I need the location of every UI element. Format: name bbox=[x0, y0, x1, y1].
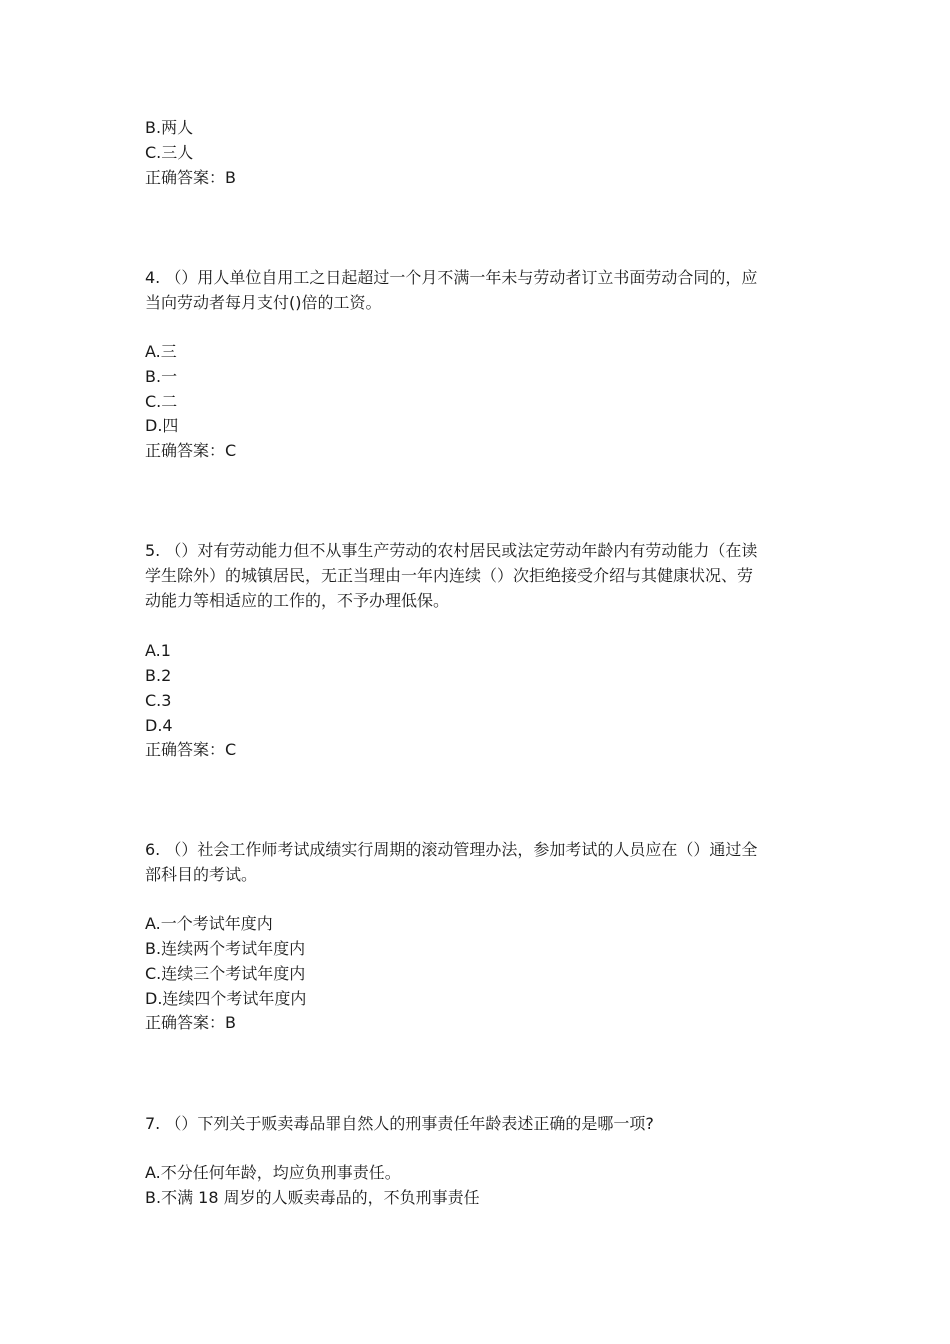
question-stem: 部科目的考试。 bbox=[145, 865, 258, 884]
question-stem: 4. （）用人单位自用工之日起超过一个月不满一年未与劳动者订立书面劳动合同的，应 bbox=[145, 268, 758, 287]
option-text: D.4 bbox=[145, 716, 173, 735]
question-stem: 7. （）下列关于贩卖毒品罪自然人的刑事责任年龄表述正确的是哪一项? bbox=[145, 1114, 654, 1133]
answer-text: 正确答案：B bbox=[145, 168, 236, 187]
option-text: A.一个考试年度内 bbox=[145, 914, 273, 933]
option-text: B.连续两个考试年度内 bbox=[145, 939, 306, 958]
option-text: D.四 bbox=[145, 416, 179, 435]
question-stem: 5. （）对有劳动能力但不从事生产劳动的农村居民或法定劳动年龄内有劳动能力（在读 bbox=[145, 541, 758, 560]
question-stem: 学生除外）的城镇居民，无正当理由一年内连续（）次拒绝接受介绍与其健康状况、劳 bbox=[145, 566, 754, 585]
answer-text: 正确答案：C bbox=[145, 740, 237, 759]
option-text: A.三 bbox=[145, 342, 177, 361]
option-text: B.两人 bbox=[145, 118, 194, 137]
question-stem: 6. （）社会工作师考试成绩实行周期的滚动管理办法，参加考试的人员应在（）通过全 bbox=[145, 840, 758, 859]
option-text: A.1 bbox=[145, 641, 171, 660]
option-text: B.一 bbox=[145, 367, 178, 386]
option-text: C.三人 bbox=[145, 143, 194, 162]
option-text: C.连续三个考试年度内 bbox=[145, 964, 306, 983]
option-text: B.2 bbox=[145, 666, 172, 685]
answer-text: 正确答案：C bbox=[145, 441, 237, 460]
question-stem: 动能力等相适应的工作的，不予办理低保。 bbox=[145, 591, 450, 610]
option-text: C.3 bbox=[145, 691, 172, 710]
option-text: D.连续四个考试年度内 bbox=[145, 989, 307, 1008]
option-text: A.不分任何年龄，均应负刑事责任。 bbox=[145, 1163, 401, 1182]
question-stem: 当向劳动者每月支付()倍的工资。 bbox=[145, 293, 382, 312]
option-text: C.二 bbox=[145, 392, 178, 411]
answer-text: 正确答案：B bbox=[145, 1013, 236, 1032]
option-text: B.不满 18 周岁的人贩卖毒品的，不负刑事责任 bbox=[145, 1188, 480, 1207]
